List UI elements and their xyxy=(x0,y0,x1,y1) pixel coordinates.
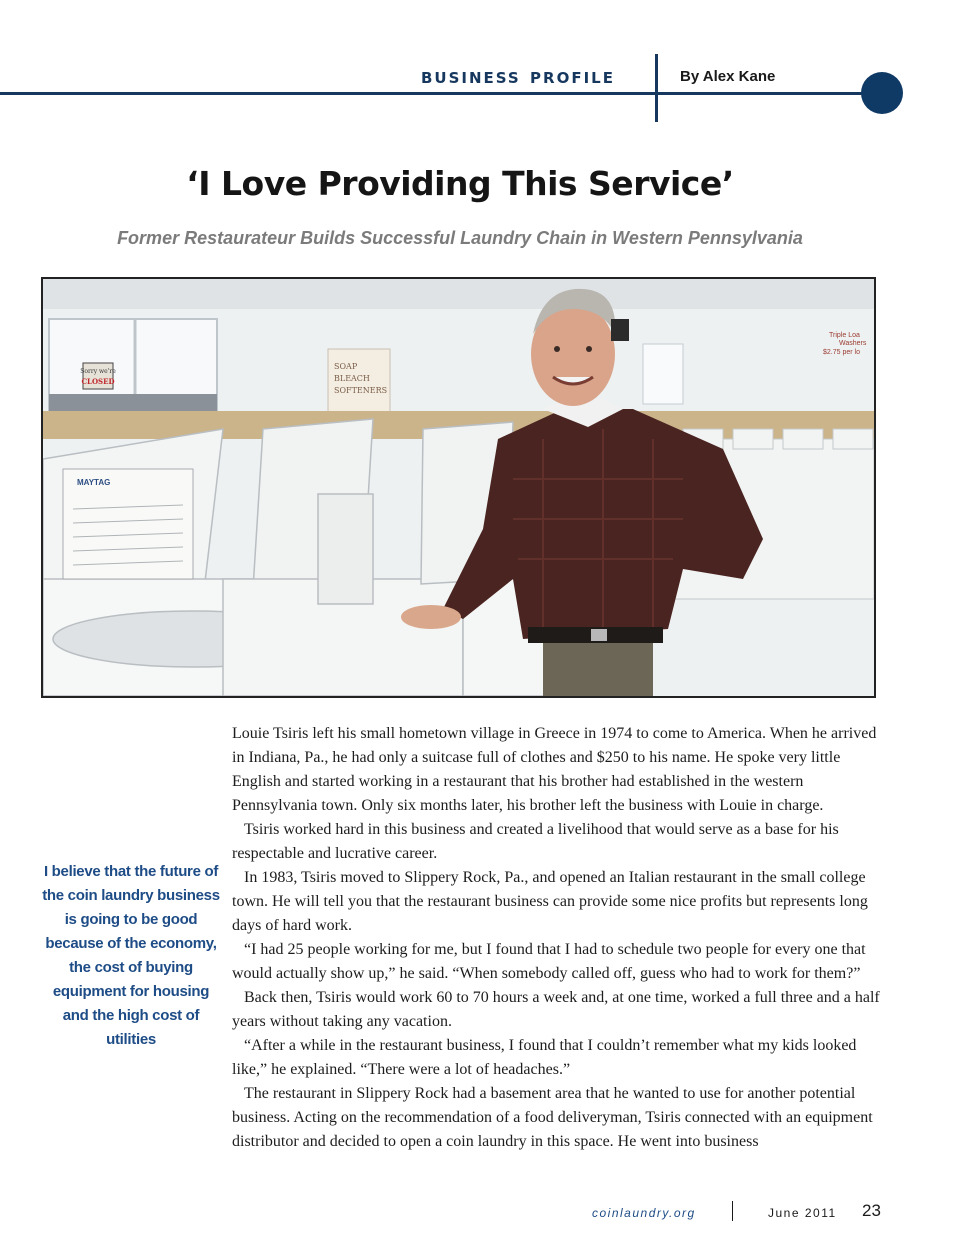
body-paragraph: Louie Tsiris left his small hometown village in Greece in 1974 to come to America. When he arrived in Indiana, Pa., he had only a suitcase full of clothes and $250 to his name. He spoke very little English and started working in a restaurant that his brother had established in the western Pennsylvania town. Only six months later, his brother left the business with Louie in charge. xyxy=(232,725,877,814)
article-title: ‘I Love Providing This Service’ xyxy=(186,164,734,203)
wall-sign-line2: Washers xyxy=(839,340,867,347)
footer-url[interactable]: coinlaundry.org xyxy=(592,1206,696,1220)
cabinet-sign-softeners: SOFTENERS xyxy=(334,386,388,395)
body-paragraph: Tsiris worked hard in this business and created a livelihood that would serve as a base for his respectable and lucrative career. xyxy=(232,821,839,862)
laundromat-photo-illustration xyxy=(43,279,874,696)
pull-quote: I believe that the future of the coin laundry business is going to be good because of the economy, the cost of buying equipment for housing and the high cost of utilities xyxy=(42,863,220,1048)
footer-divider xyxy=(732,1201,733,1221)
cabinet-sign-soap: SOAP xyxy=(334,362,358,371)
body-paragraph: The restaurant in Slippery Rock had a basement area that he wanted to use for another potential business. Acting on the recommendation of a food deliveryman, Tsiris connected with an equipment distributor and decided to open a coin laundry in this space. He went into business xyxy=(232,1085,873,1150)
article-body xyxy=(232,722,880,1154)
body-paragraph: In 1983, Tsiris moved to Slippery Rock, Pa., and opened an Italian restaurant in the small college town. He will tell you that the restaurant business can provide some nice profits but represents long days of hard work. xyxy=(232,869,868,934)
header-divider xyxy=(655,54,658,122)
footer-date: June 2011 xyxy=(768,1206,837,1220)
header-dot xyxy=(861,72,903,114)
article-photo xyxy=(41,277,876,698)
body-paragraph: “I had 25 people working for me, but I found that I had to schedule two people for every one that would actually show up,” he said. “When somebody called off, guess who had to work for them?” xyxy=(232,941,866,982)
header-rule xyxy=(0,92,880,95)
wall-sign-line3: $2.75 per lo xyxy=(823,349,860,356)
window-sign-line1: Sorry we're xyxy=(80,368,116,375)
wall-sign-line1: Triple Loa xyxy=(829,332,860,339)
body-paragraph: “After a while in the restaurant business, I found that I couldn’t remember what my kids looked like,” he explained. “There were a lot of headaches.” xyxy=(232,1037,857,1078)
cabinet-sign-bleach: BLEACH xyxy=(334,374,370,383)
page-number: 23 xyxy=(862,1201,881,1220)
window-sign-line2: CLOSED xyxy=(81,377,115,386)
section-label: business profile xyxy=(421,64,615,88)
washer-brand-label: MAYTAG xyxy=(77,478,111,487)
article-subtitle: Former Restaurateur Builds Successful Laundry Chain in Western Pennsylvania xyxy=(117,228,803,248)
body-paragraph: Back then, Tsiris would work 60 to 70 hours a week and, at one time, worked a full three and a half years without taking any vacation. xyxy=(232,989,880,1030)
byline: By Alex Kane xyxy=(680,68,776,85)
